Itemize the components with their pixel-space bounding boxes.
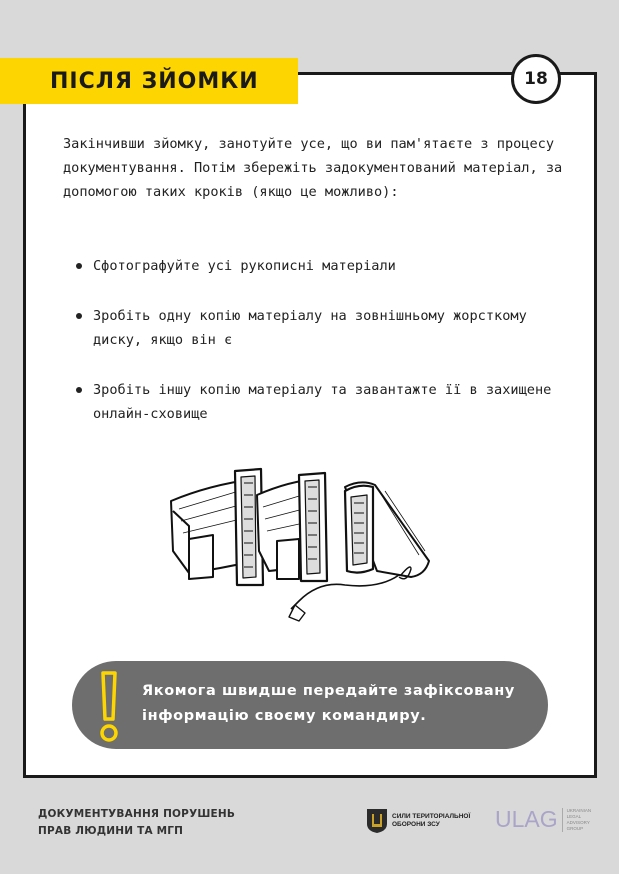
title-tab [0,58,298,104]
step-text: Зробіть іншу копію матеріалу та завантажте її в захищене онлайн-сховище [93,382,552,422]
bullet-icon [76,313,82,319]
step-text: Зробіть одну копію матеріалу на зовнішньому жорсткому диску, якщо він є [93,308,527,348]
ulag-wordmark: ULAG [495,806,558,832]
sts-line-1: СИЛИ ТЕРИТОРІАЛЬНОЇ [392,813,471,820]
steps-list [63,254,563,452]
intro-paragraph: Закінчивши зйомку, занотуйте усе, що ви пам'ятаєте з процесу документування. Потім збережіть задокументований матеріал, за допомогою таких кроків (якщо це можливо): [63,136,563,200]
hard-drives-illustration [149,451,453,631]
list-item [63,254,563,278]
footer-title [38,806,235,840]
bullet-icon [76,263,82,269]
ulag-sub-3: ADVISORY [566,819,590,825]
sts-line-2: ОБОРОНИ ЗСУ [392,821,440,828]
callout-box [72,661,548,749]
page-number-badge: 18 [511,54,561,104]
page-title: ПІСЛЯ ЗЙОМКИ [50,68,259,94]
exclamation-icon [94,669,124,745]
bullet-icon [76,387,82,393]
footer-line-1: ДОКУМЕНТУВАННЯ ПОРУШЕНЬ [38,808,236,820]
list-item [63,304,563,352]
territorial-defense-logo [366,808,470,834]
footer-line-2: ПРАВ ЛЮДИНИ ТА МГП [38,825,184,837]
ulag-sub-1: UKRAINIAN [566,807,592,813]
ulag-sub-4: GROUP [566,825,584,831]
shield-icon [366,808,388,834]
step-text: Сфотографуйте усі рукописні матеріали [93,258,396,274]
callout-text: Якомога швидше передайте зафіксовану інформацію своєму командиру. [142,683,515,724]
ulag-sub-2: LEGAL [566,813,582,819]
list-item [63,378,563,426]
ulag-logo [495,806,591,833]
